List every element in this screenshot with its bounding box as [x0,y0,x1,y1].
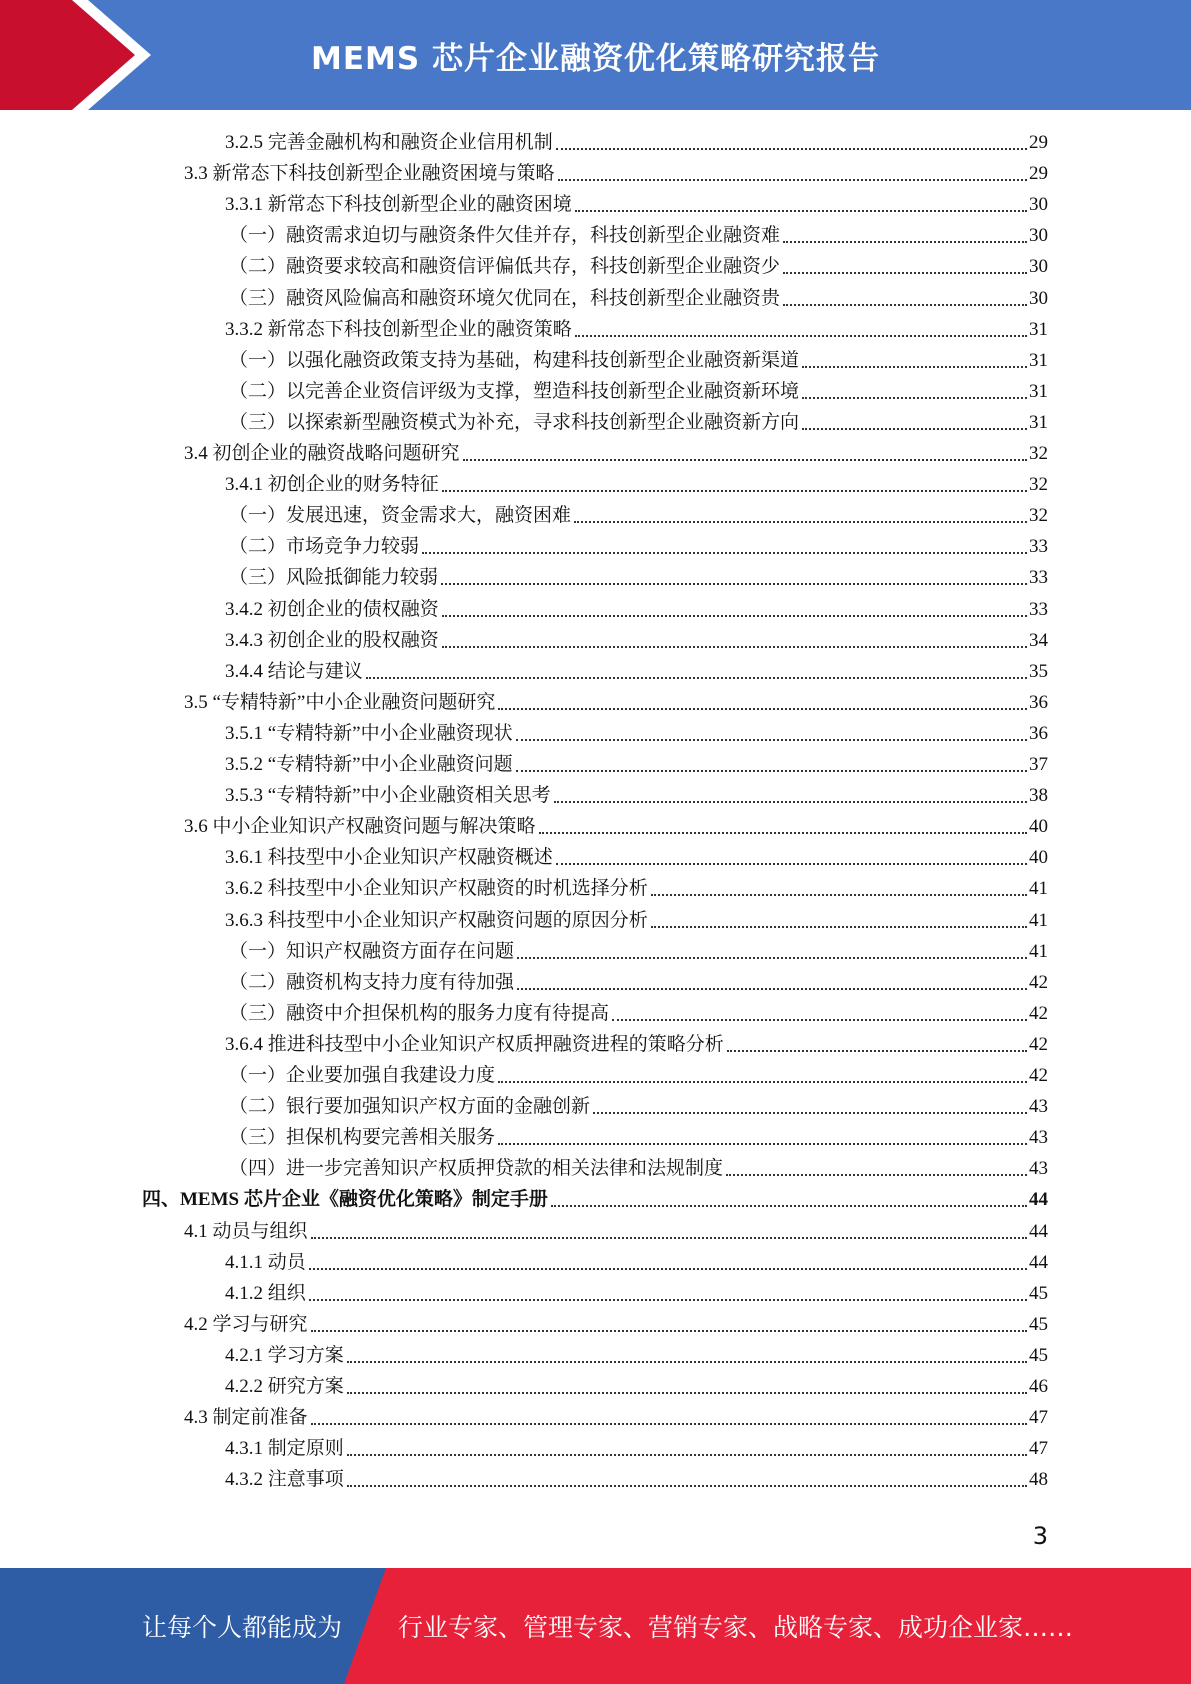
toc-entry-label: 4.3 制定前准备 [184,1407,308,1429]
toc-entry[interactable] [229,559,1048,590]
toc-entry[interactable] [225,746,1048,777]
toc-dot-leader [442,615,1027,617]
toc-entry-page: 47 [1029,1407,1048,1429]
toc-entry[interactable] [229,1150,1048,1181]
toc-entry[interactable] [225,902,1048,933]
toc-entry[interactable] [229,497,1048,528]
toc-entry-label: （三）担保机构要完善相关服务 [229,1127,496,1149]
chevron-arrow-icon [0,0,160,110]
toc-dot-leader [347,1392,1027,1394]
toc-dot-leader [366,677,1027,679]
toc-dot-leader [783,304,1027,306]
toc-entry-label: 3.3.2 新常态下科技创新型企业的融资策略 [225,318,572,340]
toc-entry[interactable] [225,186,1048,217]
toc-entry[interactable] [229,217,1048,248]
toc-entry-label: （一）以强化融资政策支持为基础，构建科技创新型企业融资新渠道 [229,349,800,371]
toc-entry-label: 4.1.2 组织 [225,1282,306,1304]
toc-entry-page: 41 [1029,878,1048,900]
toc-entry[interactable] [225,870,1048,901]
toc-entry[interactable] [225,777,1048,808]
toc-dot-leader [651,926,1027,928]
toc-entry-page: 38 [1029,785,1048,807]
toc-entry[interactable] [229,933,1048,964]
toc-dot-leader [347,1485,1027,1487]
toc-entry-page: 36 [1029,691,1048,713]
toc-entry-label: （二）以完善企业资信评级为支撑，塑造科技创新型企业融资新环境 [229,380,800,402]
toc-entry-label: 4.2.1 学习方案 [225,1344,344,1366]
toc-dot-leader [311,1423,1027,1425]
toc-dot-leader [558,179,1027,181]
toc-entry-label: 3.5.2 “专精特新”中小企业融资问题 [225,754,513,775]
toc-entry-page: 33 [1029,536,1048,558]
toc-entry-label: （一）融资需求迫切与融资条件欠佳并存，科技创新型企业融资难 [229,225,781,247]
toc-dot-leader [442,646,1027,648]
toc-entry-label: 3.6.3 科技型中小企业知识产权融资问题的原因分析 [225,909,648,931]
toc-entry-label: 3.4 初创企业的融资战略问题研究 [184,443,460,464]
toc-entry-label: （四）进一步完善知识产权质押贷款的相关法律和法规制度 [229,1158,724,1180]
toc-entry[interactable] [225,653,1048,684]
toc-entry[interactable] [229,1057,1048,1088]
toc-entry-page: 37 [1029,754,1048,775]
toc-entry[interactable] [225,466,1048,497]
toc-entry-label: （三）风险抵御能力较弱 [229,567,439,589]
toc-entry[interactable] [229,404,1048,435]
toc-entry[interactable] [184,1213,1048,1244]
toc-dot-leader [802,428,1027,430]
footer-slogan-right: 行业专家、管理专家、营销专家、战略专家、成功企业家…… [398,1613,1074,1642]
toc-entry-page: 30 [1029,225,1048,247]
toc-entry[interactable] [225,311,1048,342]
toc-entry-page: 43 [1029,1127,1048,1149]
toc-entry[interactable] [225,1337,1048,1368]
toc-dot-leader [311,1330,1027,1332]
toc-entry-page: 45 [1029,1282,1048,1304]
header-bar [0,0,1191,110]
toc-entry[interactable] [225,715,1048,746]
toc-entry[interactable] [229,280,1048,311]
toc-dot-leader [726,1174,1027,1176]
toc-entry[interactable] [225,591,1048,622]
toc-dot-leader [463,459,1027,461]
toc-entry-label: （三）融资风险偏高和融资环境欠优同在，科技创新型企业融资贵 [229,287,781,309]
toc-dot-leader [539,832,1027,834]
toc-entry[interactable] [229,1119,1048,1150]
toc-dot-leader [556,148,1027,150]
toc-entry[interactable] [142,1181,1048,1212]
toc-dot-leader [347,1361,1027,1363]
toc-entry-label: 3.3.1 新常态下科技创新型企业的融资困境 [225,194,572,216]
toc-entry-page: 36 [1029,722,1048,744]
toc-entry-page: 45 [1029,1313,1048,1335]
toc-entry[interactable] [225,1275,1048,1306]
toc-dot-leader [441,583,1027,585]
toc-entry-label: 4.3.2 注意事项 [225,1469,344,1491]
toc-dot-leader [516,770,1027,772]
toc-dot-leader [551,1205,1027,1207]
toc-entry-label: 4.3.1 制定原则 [225,1438,344,1460]
toc-dot-leader [802,366,1027,368]
toc-dot-leader [593,1112,1027,1114]
toc-entry-label: 3.6.1 科技型中小企业知识产权融资概述 [225,847,553,869]
toc-entry-page: 29 [1029,163,1048,185]
toc-entry-label: 4.2.2 研究方案 [225,1376,344,1397]
toc-entry-page: 31 [1029,349,1048,371]
toc-entry-label: 四、MEMS 芯片企业《融资优化策略》制定手册 [142,1189,548,1211]
toc-entry-page: 31 [1029,380,1048,402]
toc-entry-page: 42 [1029,1002,1048,1024]
toc-entry-page: 42 [1029,1065,1048,1086]
toc-dot-leader [309,1268,1027,1270]
report-title: MEMS 芯片企业融资优化策略研究报告 [311,40,880,77]
toc-dot-leader [651,894,1027,896]
toc-entry-label: （三）以探索新型融资模式为补充，寻求科技创新型企业融资新方向 [229,411,800,433]
toc-entry-page: 29 [1029,132,1048,153]
toc-entry[interactable] [229,528,1048,559]
toc-entry-label: 3.5.3 “专精特新”中小企业融资相关思考 [225,785,551,807]
toc-entry[interactable] [229,1088,1048,1119]
toc-entry-page: 45 [1029,1344,1048,1366]
toc-entry[interactable] [184,155,1048,186]
toc-entry-label: 3.6.2 科技型中小企业知识产权融资的时机选择分析 [225,878,648,900]
toc-entry-page: 30 [1029,256,1048,278]
toc-entry-label: 3.5 “专精特新”中小企业融资问题研究 [184,691,496,713]
toc-entry[interactable] [184,435,1048,466]
toc-entry-page: 44 [1029,1251,1048,1273]
toc-entry-label: 3.4.3 初创企业的股权融资 [225,629,439,651]
toc-dot-leader [422,552,1027,554]
toc-dot-leader [783,272,1027,274]
toc-entry[interactable] [225,622,1048,653]
toc-entry-page: 31 [1029,318,1048,340]
toc-entry-page: 42 [1029,1033,1048,1055]
toc-entry-page: 35 [1029,660,1048,682]
toc-entry-label: （三）融资中介担保机构的服务力度有待提高 [229,1002,610,1024]
toc-entry-label: 3.6.4 推进科技型中小企业知识产权质押融资进程的策略分析 [225,1033,724,1055]
toc-entry-label: （一）知识产权融资方面存在问题 [229,940,515,962]
toc-entry-page: 34 [1029,629,1048,651]
toc-entry[interactable] [225,124,1048,155]
toc-entry-page: 30 [1029,287,1048,309]
toc-entry-label: 4.1.1 动员 [225,1251,306,1273]
toc-entry-page: 44 [1029,1220,1048,1242]
toc-entry-page: 33 [1029,567,1048,589]
toc-entry[interactable] [225,1430,1048,1461]
toc-dot-leader [575,210,1027,212]
toc-entry[interactable] [184,1399,1048,1430]
toc-entry-page: 42 [1029,971,1048,993]
footer-slogan-left: 让每个人都能成为 [142,1613,343,1642]
toc-dot-leader [517,957,1027,959]
toc-dot-leader [498,1143,1027,1145]
toc-entry-page: 32 [1029,505,1048,527]
toc-entry[interactable] [225,1368,1048,1399]
toc-entry[interactable] [225,1461,1048,1492]
toc-dot-leader [574,521,1027,523]
toc-entry-page: 47 [1029,1438,1048,1460]
toc-entry[interactable] [229,995,1048,1026]
toc-entry-page: 30 [1029,194,1048,216]
toc-entry-label: 3.4.2 初创企业的债权融资 [225,598,439,620]
toc-entry-label: （二）融资机构支持力度有待加强 [229,971,515,993]
toc-entry-page: 40 [1029,847,1048,869]
toc-entry[interactable] [184,808,1048,839]
toc-entry-label: （二）市场竞争力较弱 [229,536,420,558]
toc-entry[interactable] [184,684,1048,715]
toc-entry-page: 33 [1029,598,1048,620]
toc-entry-label: 3.6 中小企业知识产权融资问题与解决策略 [184,816,536,838]
toc-entry-label: 3.4.1 初创企业的财务特征 [225,474,439,496]
toc-dot-leader [575,335,1027,337]
toc-entry[interactable] [229,342,1048,373]
toc-entry[interactable] [229,248,1048,279]
toc-entry-label: （二）融资要求较高和融资信评偏低共存，科技创新型企业融资少 [229,256,781,278]
toc-entry-page: 44 [1029,1189,1048,1211]
toc-dot-leader [498,1081,1027,1083]
toc-entry-label: （一）企业要加强自我建设力度 [229,1065,496,1086]
toc-dot-leader [517,988,1027,990]
toc-entry-page: 31 [1029,411,1048,433]
toc-dot-leader [309,1299,1027,1301]
toc-entry[interactable] [229,964,1048,995]
toc-dot-leader [442,490,1027,492]
toc-entry-page: 41 [1029,940,1048,962]
toc-entry-page: 41 [1029,909,1048,931]
toc-dot-leader [612,1019,1027,1021]
toc-entry-page: 46 [1029,1376,1048,1397]
toc-dot-leader [347,1454,1027,1456]
toc-dot-leader [516,739,1027,741]
toc-entry[interactable] [225,1244,1048,1275]
toc-entry-page: 32 [1029,474,1048,496]
toc-entry-label: 3.2.5 完善金融机构和融资企业信用机制 [225,132,553,153]
toc-dot-leader [727,1050,1027,1052]
toc-entry-label: 4.1 动员与组织 [184,1220,308,1242]
toc-entry-page: 43 [1029,1158,1048,1180]
toc-entry-label: 3.3 新常态下科技创新型企业融资困境与策略 [184,163,555,185]
toc-dot-leader [498,708,1027,710]
page-number: 3 [1032,1522,1048,1550]
footer-banner [0,1568,1191,1684]
toc-entry-page: 40 [1029,816,1048,838]
toc-entry[interactable] [225,1026,1048,1057]
toc-entry-label: 3.5.1 “专精特新”中小企业融资现状 [225,722,513,744]
toc-entry[interactable] [184,1306,1048,1337]
toc-dot-leader [783,241,1027,243]
toc-entry-page: 43 [1029,1096,1048,1118]
toc-entry-page: 48 [1029,1469,1048,1491]
toc-entry-label: （二）银行要加强知识产权方面的金融创新 [229,1096,591,1118]
toc-entry-page: 32 [1029,443,1048,464]
toc-entry[interactable] [229,373,1048,404]
toc-dot-leader [554,801,1027,803]
toc-entry[interactable] [225,839,1048,870]
toc-entry-label: 4.2 学习与研究 [184,1313,308,1335]
toc-dot-leader [802,397,1027,399]
toc-dot-leader [556,863,1027,865]
toc-entry-label: 3.4.4 结论与建议 [225,660,363,682]
toc-dot-leader [311,1237,1027,1239]
toc-entry-label: （一）发展迅速，资金需求大，融资困难 [229,505,572,527]
